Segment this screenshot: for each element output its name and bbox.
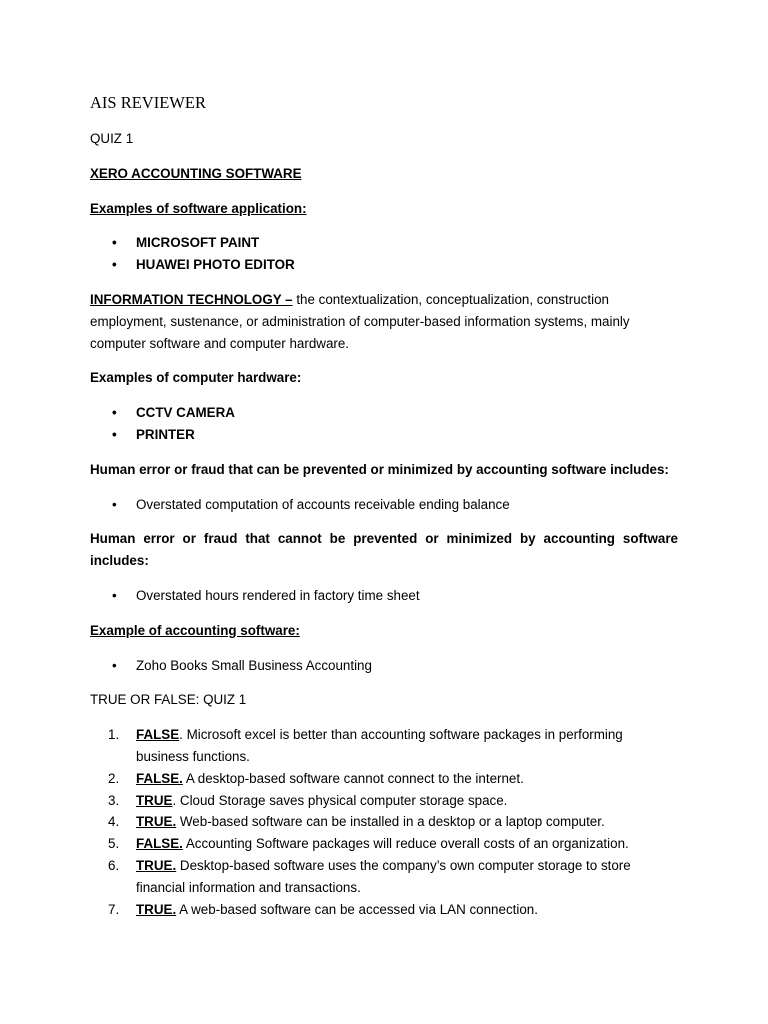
item-text: A desktop-based software cannot connect to the internet. (182, 770, 524, 786)
true-false-item (90, 811, 678, 833)
it-term: INFORMATION TECHNOLOGY – (90, 291, 293, 307)
item-number: 4. (108, 814, 120, 830)
accounting-software-heading: Example of accounting software: (90, 622, 300, 638)
accounting-software-list (90, 655, 678, 677)
list-item: • MICROSOFT PAINT (90, 232, 678, 254)
answer-label: TRUE. (136, 857, 177, 873)
answer-label: FALSE. (136, 836, 183, 852)
item-number: 2. (108, 770, 120, 786)
true-false-heading: TRUE OR FALSE: QUIZ 1 (90, 692, 247, 708)
it-definition: the contextualization, conceptualization, construction employment, sustenance, or administration of computer-based information systems, mainly computer software and computer hardware. (90, 291, 630, 351)
answer-label: FALSE. (136, 770, 183, 786)
prevented-heading: Human error or fraud that can be prevented or minimized by accounting software includes: (90, 461, 669, 477)
answer-label: FALSE (136, 727, 180, 743)
topic-heading: XERO ACCOUNTING SOFTWARE (90, 165, 302, 181)
item-number: 7. (108, 901, 120, 917)
true-false-list (90, 724, 678, 920)
true-false-item (90, 899, 678, 921)
true-false-item (90, 768, 678, 790)
not-prevented-heading: Human error or fraud that cannot be prevented or minimized by accounting software includes: (90, 531, 678, 569)
item-number: 6. (108, 857, 120, 873)
item-text: Web-based software can be installed in a desktop or a laptop computer. (176, 814, 605, 830)
information-technology-definition (90, 289, 678, 354)
software-application-list (90, 232, 678, 276)
true-false-item (90, 855, 678, 899)
document-page (90, 92, 678, 933)
true-false-item (90, 790, 678, 812)
item-number: 5. (108, 836, 120, 852)
true-false-item (90, 724, 678, 768)
list-item: • Overstated hours rendered in factory time sheet (90, 585, 678, 607)
item-number: 1. (108, 727, 120, 743)
list-item: • Overstated computation of accounts receivable ending balance (90, 494, 678, 516)
list-item: • PRINTER (90, 424, 678, 446)
answer-label: TRUE. (136, 814, 177, 830)
prevented-list (90, 494, 678, 516)
answer-label: TRUE. (136, 901, 177, 917)
true-false-item (90, 833, 678, 855)
item-text: A web-based software can be accessed via LAN connection. (176, 901, 538, 917)
list-item: • Zoho Books Small Business Accounting (90, 655, 678, 677)
not-prevented-list (90, 585, 678, 607)
computer-hardware-heading: Examples of computer hardware: (90, 370, 302, 386)
item-text: Desktop-based software uses the company’s own computer storage to store financial information and transactions. (136, 857, 631, 895)
item-text: . Microsoft excel is better than accounting software packages in performing business functions. (136, 727, 623, 764)
software-application-heading: Examples of software application: (90, 200, 307, 216)
list-item: • CCTV CAMERA (90, 402, 678, 424)
computer-hardware-list (90, 402, 678, 446)
item-number: 3. (108, 792, 120, 808)
item-text: . Cloud Storage saves physical computer storage space. (172, 792, 508, 808)
item-text: Accounting Software packages will reduce overall costs of an organization. (182, 836, 629, 852)
answer-label: TRUE (136, 792, 173, 808)
list-item: • HUAWEI PHOTO EDITOR (90, 254, 678, 276)
quiz-label: QUIZ 1 (90, 131, 134, 146)
document-title: AIS REVIEWER (90, 93, 206, 112)
